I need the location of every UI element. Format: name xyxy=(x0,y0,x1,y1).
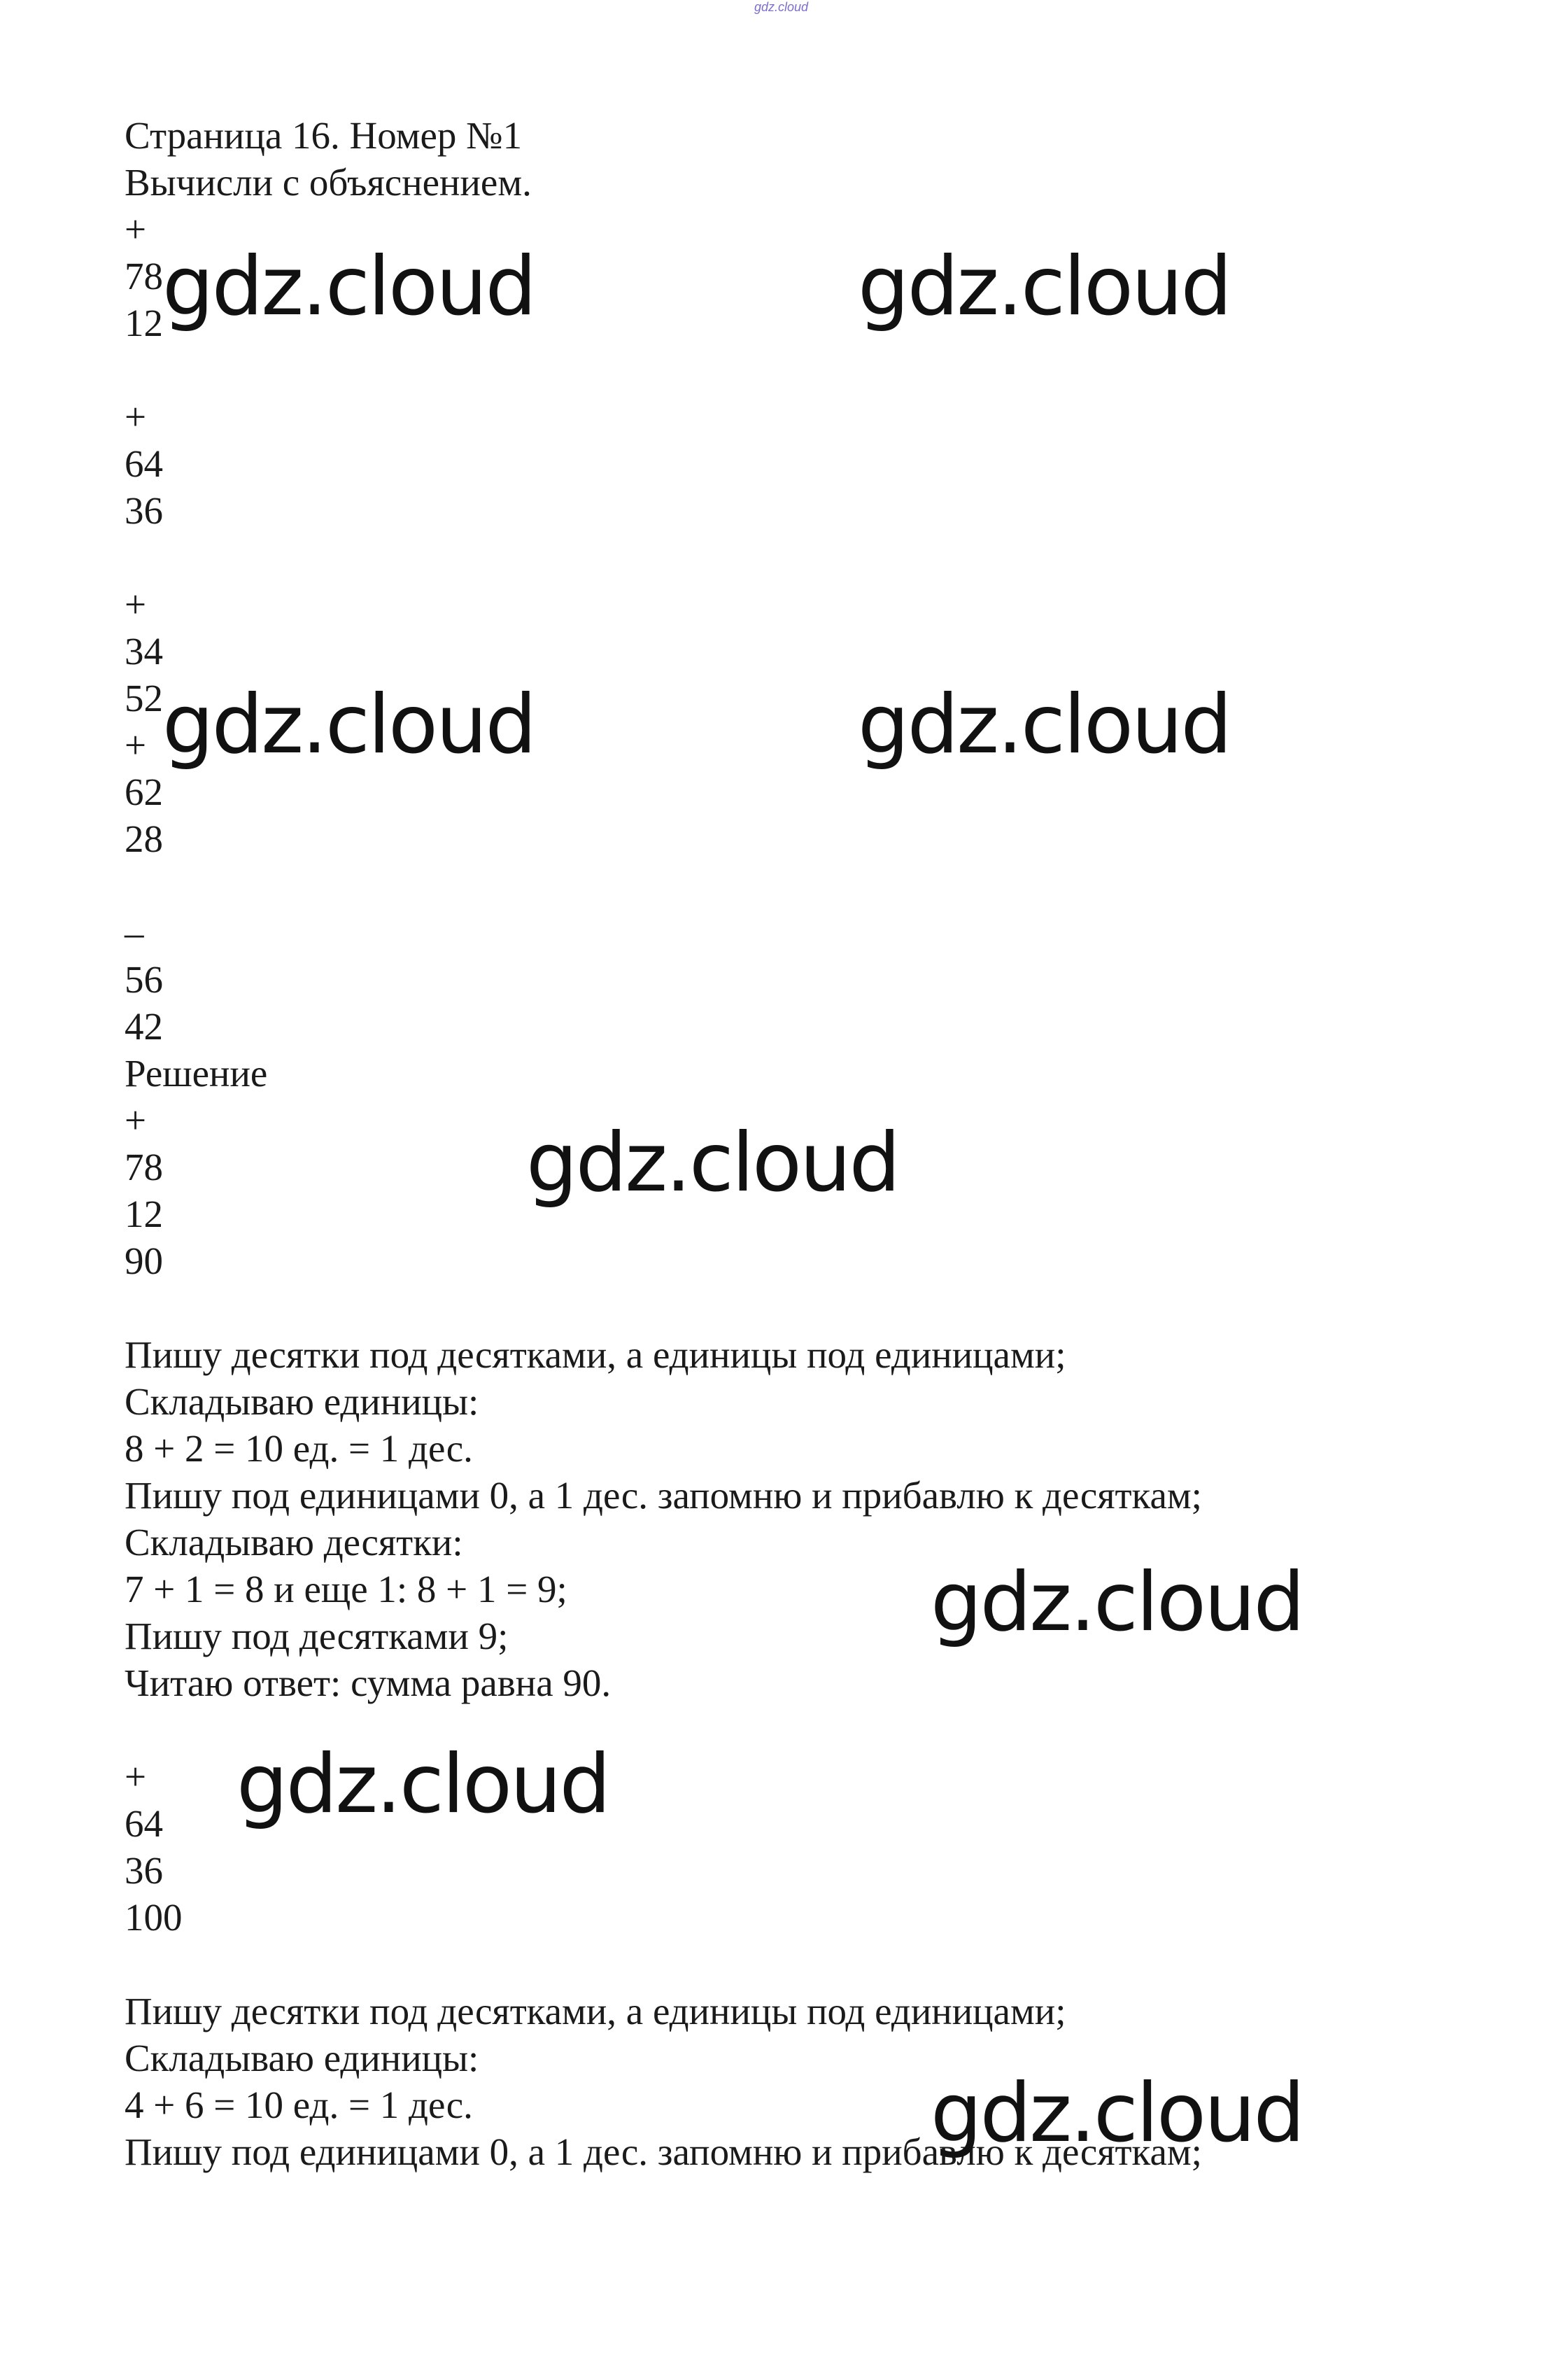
problem-1-sign: + xyxy=(125,208,147,251)
problem-4-sign: + xyxy=(125,724,147,766)
top-watermark: gdz.cloud xyxy=(754,0,809,14)
solution-2-step: Складываю единицы: xyxy=(125,2037,479,2079)
solution-1-b: 12 xyxy=(125,1193,163,1235)
watermark: gdz.cloud xyxy=(931,2066,1304,2161)
problem-4-b: 28 xyxy=(125,817,163,860)
solution-1-step: Читаю ответ: сумма равна 90. xyxy=(125,1662,612,1704)
watermark: gdz.cloud xyxy=(858,239,1231,334)
solution-2-result: 100 xyxy=(125,1896,183,1939)
solution-2-step: 4 + 6 = 10 ед. = 1 дес. xyxy=(125,2084,473,2126)
solution-1-sign: + xyxy=(125,1099,147,1142)
watermark: gdz.cloud xyxy=(162,677,535,772)
solution-1-step: 8 + 2 = 10 ед. = 1 дес. xyxy=(125,1427,473,1470)
problem-1-a: 78 xyxy=(125,255,163,297)
watermark: gdz.cloud xyxy=(162,239,535,334)
problem-2-b: 36 xyxy=(125,489,163,532)
solution-1-a: 78 xyxy=(125,1146,163,1188)
problem-2-sign: + xyxy=(125,395,147,438)
problem-5-a: 56 xyxy=(125,958,163,1001)
solution-label: Решение xyxy=(125,1052,268,1095)
solution-1-step: Пишу под единицами 0, а 1 дес. запомню и прибавлю к десяткам; xyxy=(125,1474,1202,1517)
watermark: gdz.cloud xyxy=(236,1737,609,1832)
solution-2-step: Пишу десятки под десятками, а единицы под единицами; xyxy=(125,1990,1066,2032)
solution-2-sign: + xyxy=(125,1755,147,1798)
solution-1-step: Пишу под десятками 9; xyxy=(125,1615,509,1657)
watermark: gdz.cloud xyxy=(858,677,1231,772)
solution-1-step: Пишу десятки под десятками, а единицы под единицами; xyxy=(125,1333,1066,1376)
solution-1-step: Складываю десятки: xyxy=(125,1521,463,1564)
solution-1-step: Складываю единицы: xyxy=(125,1380,479,1423)
solution-2-b: 36 xyxy=(125,1849,163,1892)
watermark: gdz.cloud xyxy=(931,1555,1304,1650)
problem-3-b: 52 xyxy=(125,677,163,719)
task-text: Вычисли с объяснением. xyxy=(125,161,532,204)
solution-1-step: 7 + 1 = 8 и еще 1: 8 + 1 = 9; xyxy=(125,1568,567,1610)
problem-5-b: 42 xyxy=(125,1005,163,1048)
problem-3-sign: + xyxy=(125,583,147,626)
solution-2-step: Пишу под единицами 0, а 1 дес. запомню и прибавлю к десяткам; xyxy=(125,2130,1202,2173)
problem-3-a: 34 xyxy=(125,630,163,673)
solution-1-result: 90 xyxy=(125,1239,163,1282)
problem-4-a: 62 xyxy=(125,771,163,813)
solution-2-a: 64 xyxy=(125,1802,163,1845)
problem-1-b: 12 xyxy=(125,302,163,344)
watermark: gdz.cloud xyxy=(526,1116,899,1210)
page-title: Страница 16. Номер №1 xyxy=(125,114,523,157)
problem-5-sign: – xyxy=(125,911,144,954)
problem-2-a: 64 xyxy=(125,442,163,485)
